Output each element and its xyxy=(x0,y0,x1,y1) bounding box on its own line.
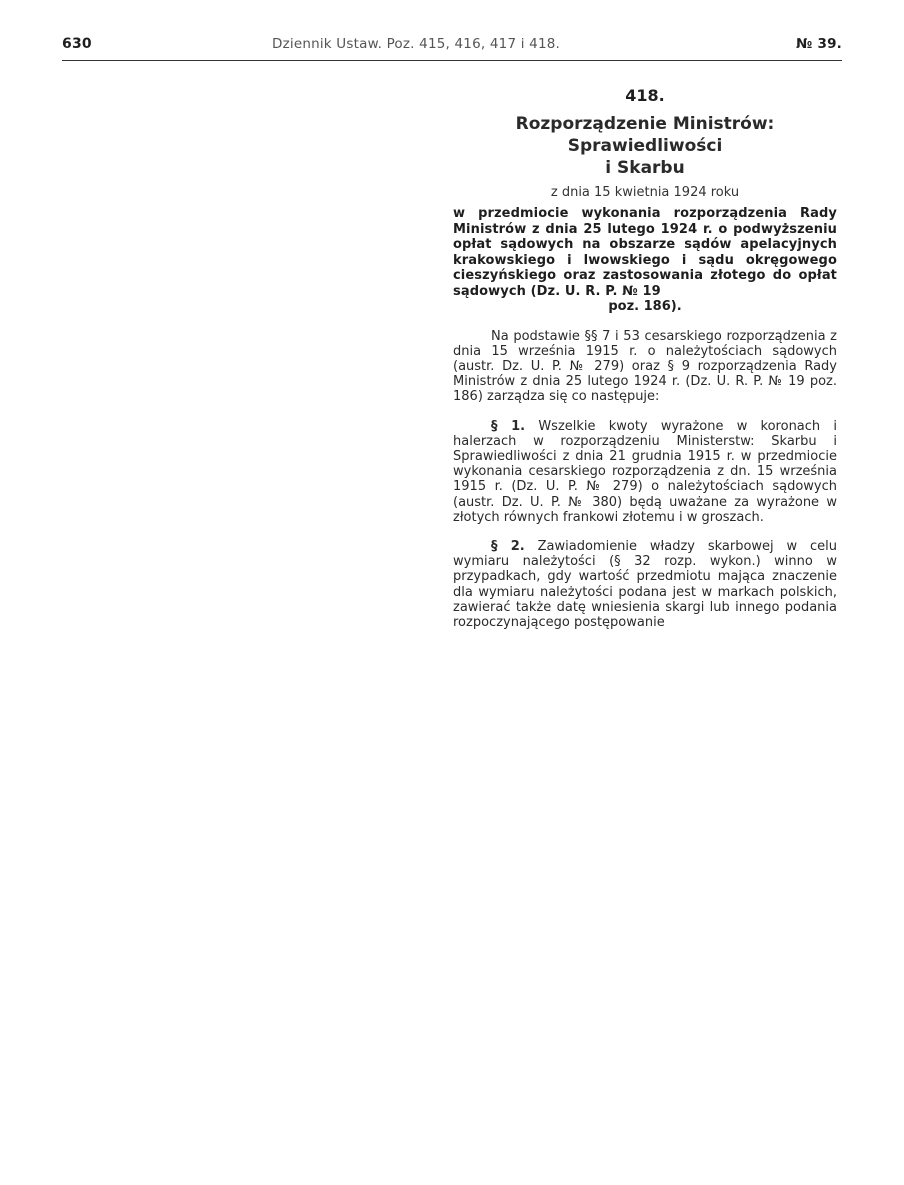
section-1-paragraph xyxy=(453,419,837,525)
act-column xyxy=(453,86,837,644)
page-header xyxy=(62,36,842,60)
header-rule xyxy=(62,60,842,61)
section-2-label: § 2. xyxy=(491,538,525,554)
act-number: 418. xyxy=(625,86,665,105)
act-subject-end: poz. 186). xyxy=(608,299,682,314)
page-number: 630 xyxy=(62,36,92,52)
act-title-line-1: Rozporządzenie Ministrów: Sprawiedliwości xyxy=(515,114,775,156)
act-title xyxy=(453,113,837,179)
section-2-paragraph xyxy=(453,539,837,630)
section-2-text: Zawiadomienie władzy skarbowej w celu wymiaru należytości (§ 32 rozp. wykon.) winno w przypadkach, gdy wartość przedmiotu mająca znaczenie dla wymiaru należytości podana jest w markach polskich, zawierać także datę wniesienia skargi lub innego podania rozpoczynającego postępowanie xyxy=(453,538,838,630)
running-title: Dziennik Ustaw. Poz. 415, 416, 417 i 418. xyxy=(272,36,561,52)
section-1-text: Wszelkie kwoty wyrażone w koronach i halerzach w rozporządzeniu Ministerstw: Skarbu i Sprawiedliwości z dnia 21 grudnia 1915 r. w przedmiocie wykonania cesarskiego rozporządzenia z dn. 15 września 1915 r. (Dz. U. P. № 279) o należytościach sądowych (austr. Dz. U. P. № 380) będą uważane za wyrażone w złotych równych frankowi złotemu i w groszach. xyxy=(453,418,837,525)
act-subject: w przedmiocie wykonania rozporządzenia Rady Ministrów z dnia 25 lutego 1924 r. o podwyższeniu opłat sądowych na obszarze sądów apelacyjnych krakowskiego i lwowskiego i sądu okręgowego cieszyńskiego oraz zastosowania złotego do opłat sądowych (Dz. U. R. P. № 19 xyxy=(453,206,837,299)
act-date: z dnia 15 kwietnia 1924 roku xyxy=(550,185,740,200)
act-title-line-2: i Skarbu xyxy=(605,158,685,178)
preamble-paragraph: Na podstawie §§ 7 i 53 cesarskiego rozporządzenia z dnia 15 września 1915 r. o należytościach sądowych (austr. Dz. U. P. № 279) oraz § 9 rozporządzenia Rady Ministrów z dnia 25 lutego 1924 r. (Dz. U. R. P. № 19 poz. 186) zarządza się co następuje: xyxy=(453,328,837,405)
section-1-label: § 1. xyxy=(491,418,526,434)
issue-number: № 39. xyxy=(796,36,842,52)
